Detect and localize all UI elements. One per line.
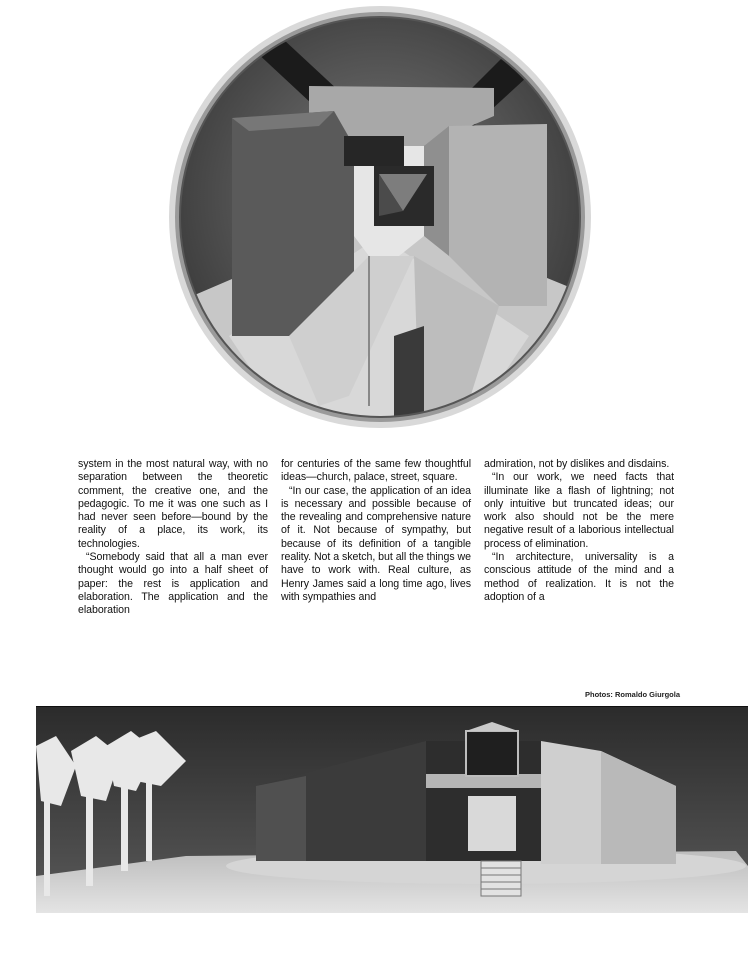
paragraph: “In our work, we need facts that illuminate like a flash of lightning; not only intuitive but truncated ideas; our work also should not be the mere negative result of a laborious intellectual process of elimination. [484,471,674,550]
paragraph: system in the most natural way, with no separation between the theoretic comment, the creative one, and the pedagogic. To me it was one such as I had never seen before—bound by the reality of a place, its work, its technologies. [78,458,268,550]
paragraph: for centuries of the same few thoughtful ideas—church, palace, street, square. [281,458,471,484]
paragraph: “In our case, the application of an idea is necessary and possible because of the revealing and comprehensive nature of it. Not because of sympathy, but because of its definition of a tangible reality. Not a sketch, but all the things we have to work with. Real culture, as Henry James said a long time ago, lives with sympathies and [281,484,471,603]
text-column-2 [281,458,471,604]
elevation-model-photo [36,706,748,913]
photo-credit: Photos: Romaldo Giurgola [585,690,680,699]
paragraph: “In architecture, universality is a conscious attitude of the mind and a method of realization. It is not the adoption of a [484,551,674,603]
paragraph: admiration, not by dislikes and disdains. [484,458,670,470]
circular-model-photo [169,6,591,428]
paragraph: “Somebody said that all a man ever thought would go into a half sheet of paper: the rest is application and elaboration. The application and the elaboration [78,551,268,617]
text-column-3 [484,458,674,604]
text-column-1 [78,458,268,618]
elevation-model-photo-graphic [36,706,748,913]
circular-model-photo-graphic [169,6,591,428]
article-text [78,458,678,617]
